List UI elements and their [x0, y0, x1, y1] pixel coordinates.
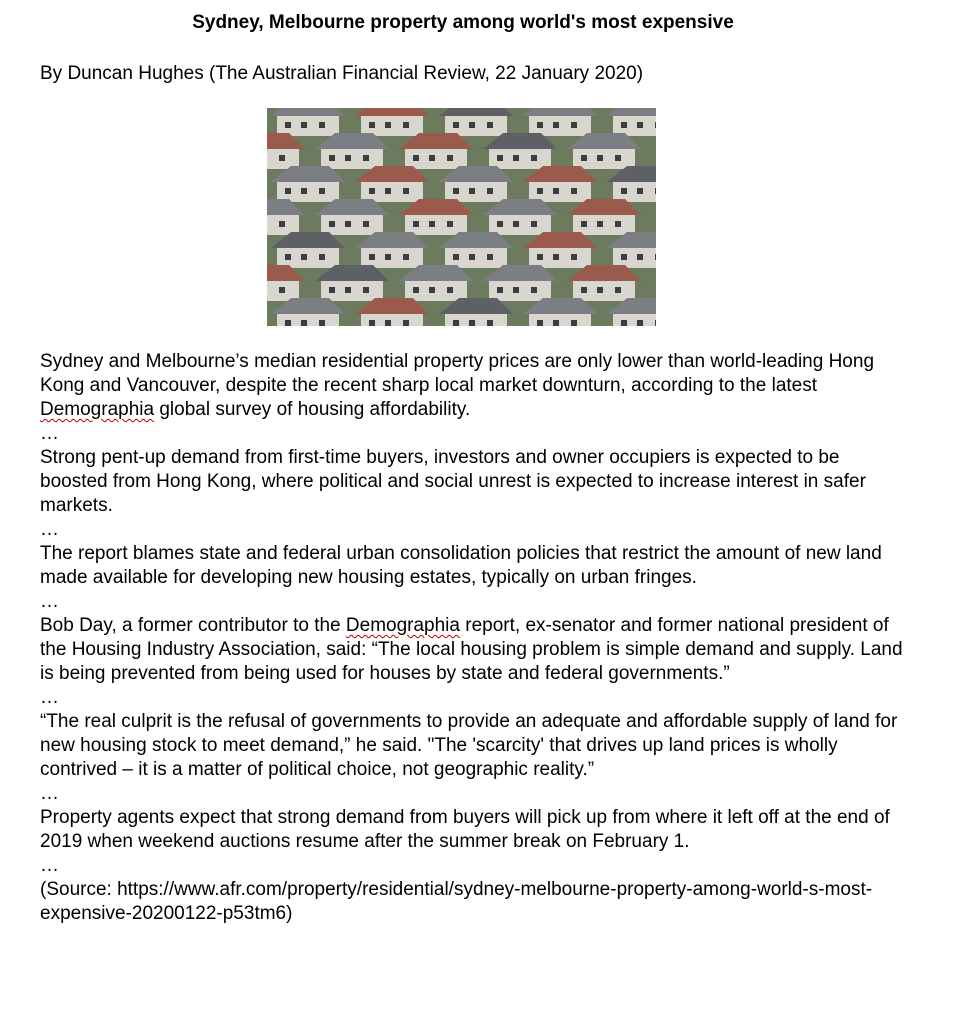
paragraph-text-segment: global survey of housing affordability. [154, 399, 471, 420]
article-paragraph [40, 614, 910, 686]
house-shape [355, 108, 429, 136]
article-body [40, 350, 910, 926]
housing-estate-illustration [267, 108, 656, 326]
paragraph-text-segment: Bob Day, a former contributor to the [40, 615, 346, 636]
house-shape [523, 108, 597, 136]
article-paragraph: “The real culprit is the refusal of governments to provide an adequate and affordable supply of land for new housing stock to meet demand,” he said. "The 'scarcity' that drives up land prices is wholly contrived – it is a matter of political choice, not geographic reality.” [40, 711, 898, 780]
ellipsis-separator: … [40, 855, 59, 876]
paragraph-text-segment: report, ex-senator and former national president of the Housing Industry Association, said: “The local housing problem is simple demand and supply. Land is being prevented from being used for houses by state and federal governments.” [40, 615, 903, 684]
paragraph-text-segment: Sydney and Melbourne’s median residential property prices are only lower than world-leading Hong Kong and Vancouver, despite the recent sharp local market downturn, according to the latest [40, 351, 875, 396]
article-paragraph: The report blames state and federal urban consolidation policies that restrict the amount of new land made available for developing new housing estates, typically on urban fringes. [40, 543, 882, 588]
house-shape [271, 108, 345, 136]
ellipsis-separator: … [40, 519, 59, 540]
article-paragraph: Property agents expect that strong demand from buyers will pick up from where it left off at the end of 2019 when weekend auctions resume after the summer break on February 1. [40, 807, 890, 852]
article-title: Sydney, Melbourne property among world's most expensive [192, 12, 734, 33]
spellcheck-flagged-word: Demographia [345, 615, 460, 636]
article-byline: By Duncan Hughes (The Australian Financial Review, 22 January 2020) [40, 63, 644, 84]
article-paragraph: (Source: https://www.afr.com/property/residential/sydney-melbourne-property-among-world-s-most-expensive-20200122-p53tm6) [40, 879, 873, 924]
house-shape [607, 108, 656, 136]
house-shape [439, 108, 513, 136]
ellipsis-separator: … [40, 423, 59, 444]
article-paragraph: Strong pent-up demand from first-time buyers, investors and owner occupiers is expected to be boosted from Hong Kong, where political and social unrest is expected to increase interest in safer markets. [40, 447, 866, 516]
ellipsis-separator: … [40, 591, 59, 612]
article-paragraph [40, 350, 910, 422]
ellipsis-separator: … [40, 687, 59, 708]
housing-estate-photo [267, 108, 656, 326]
ellipsis-separator: … [40, 783, 59, 804]
spellcheck-flagged-word: Demographia [40, 399, 155, 420]
